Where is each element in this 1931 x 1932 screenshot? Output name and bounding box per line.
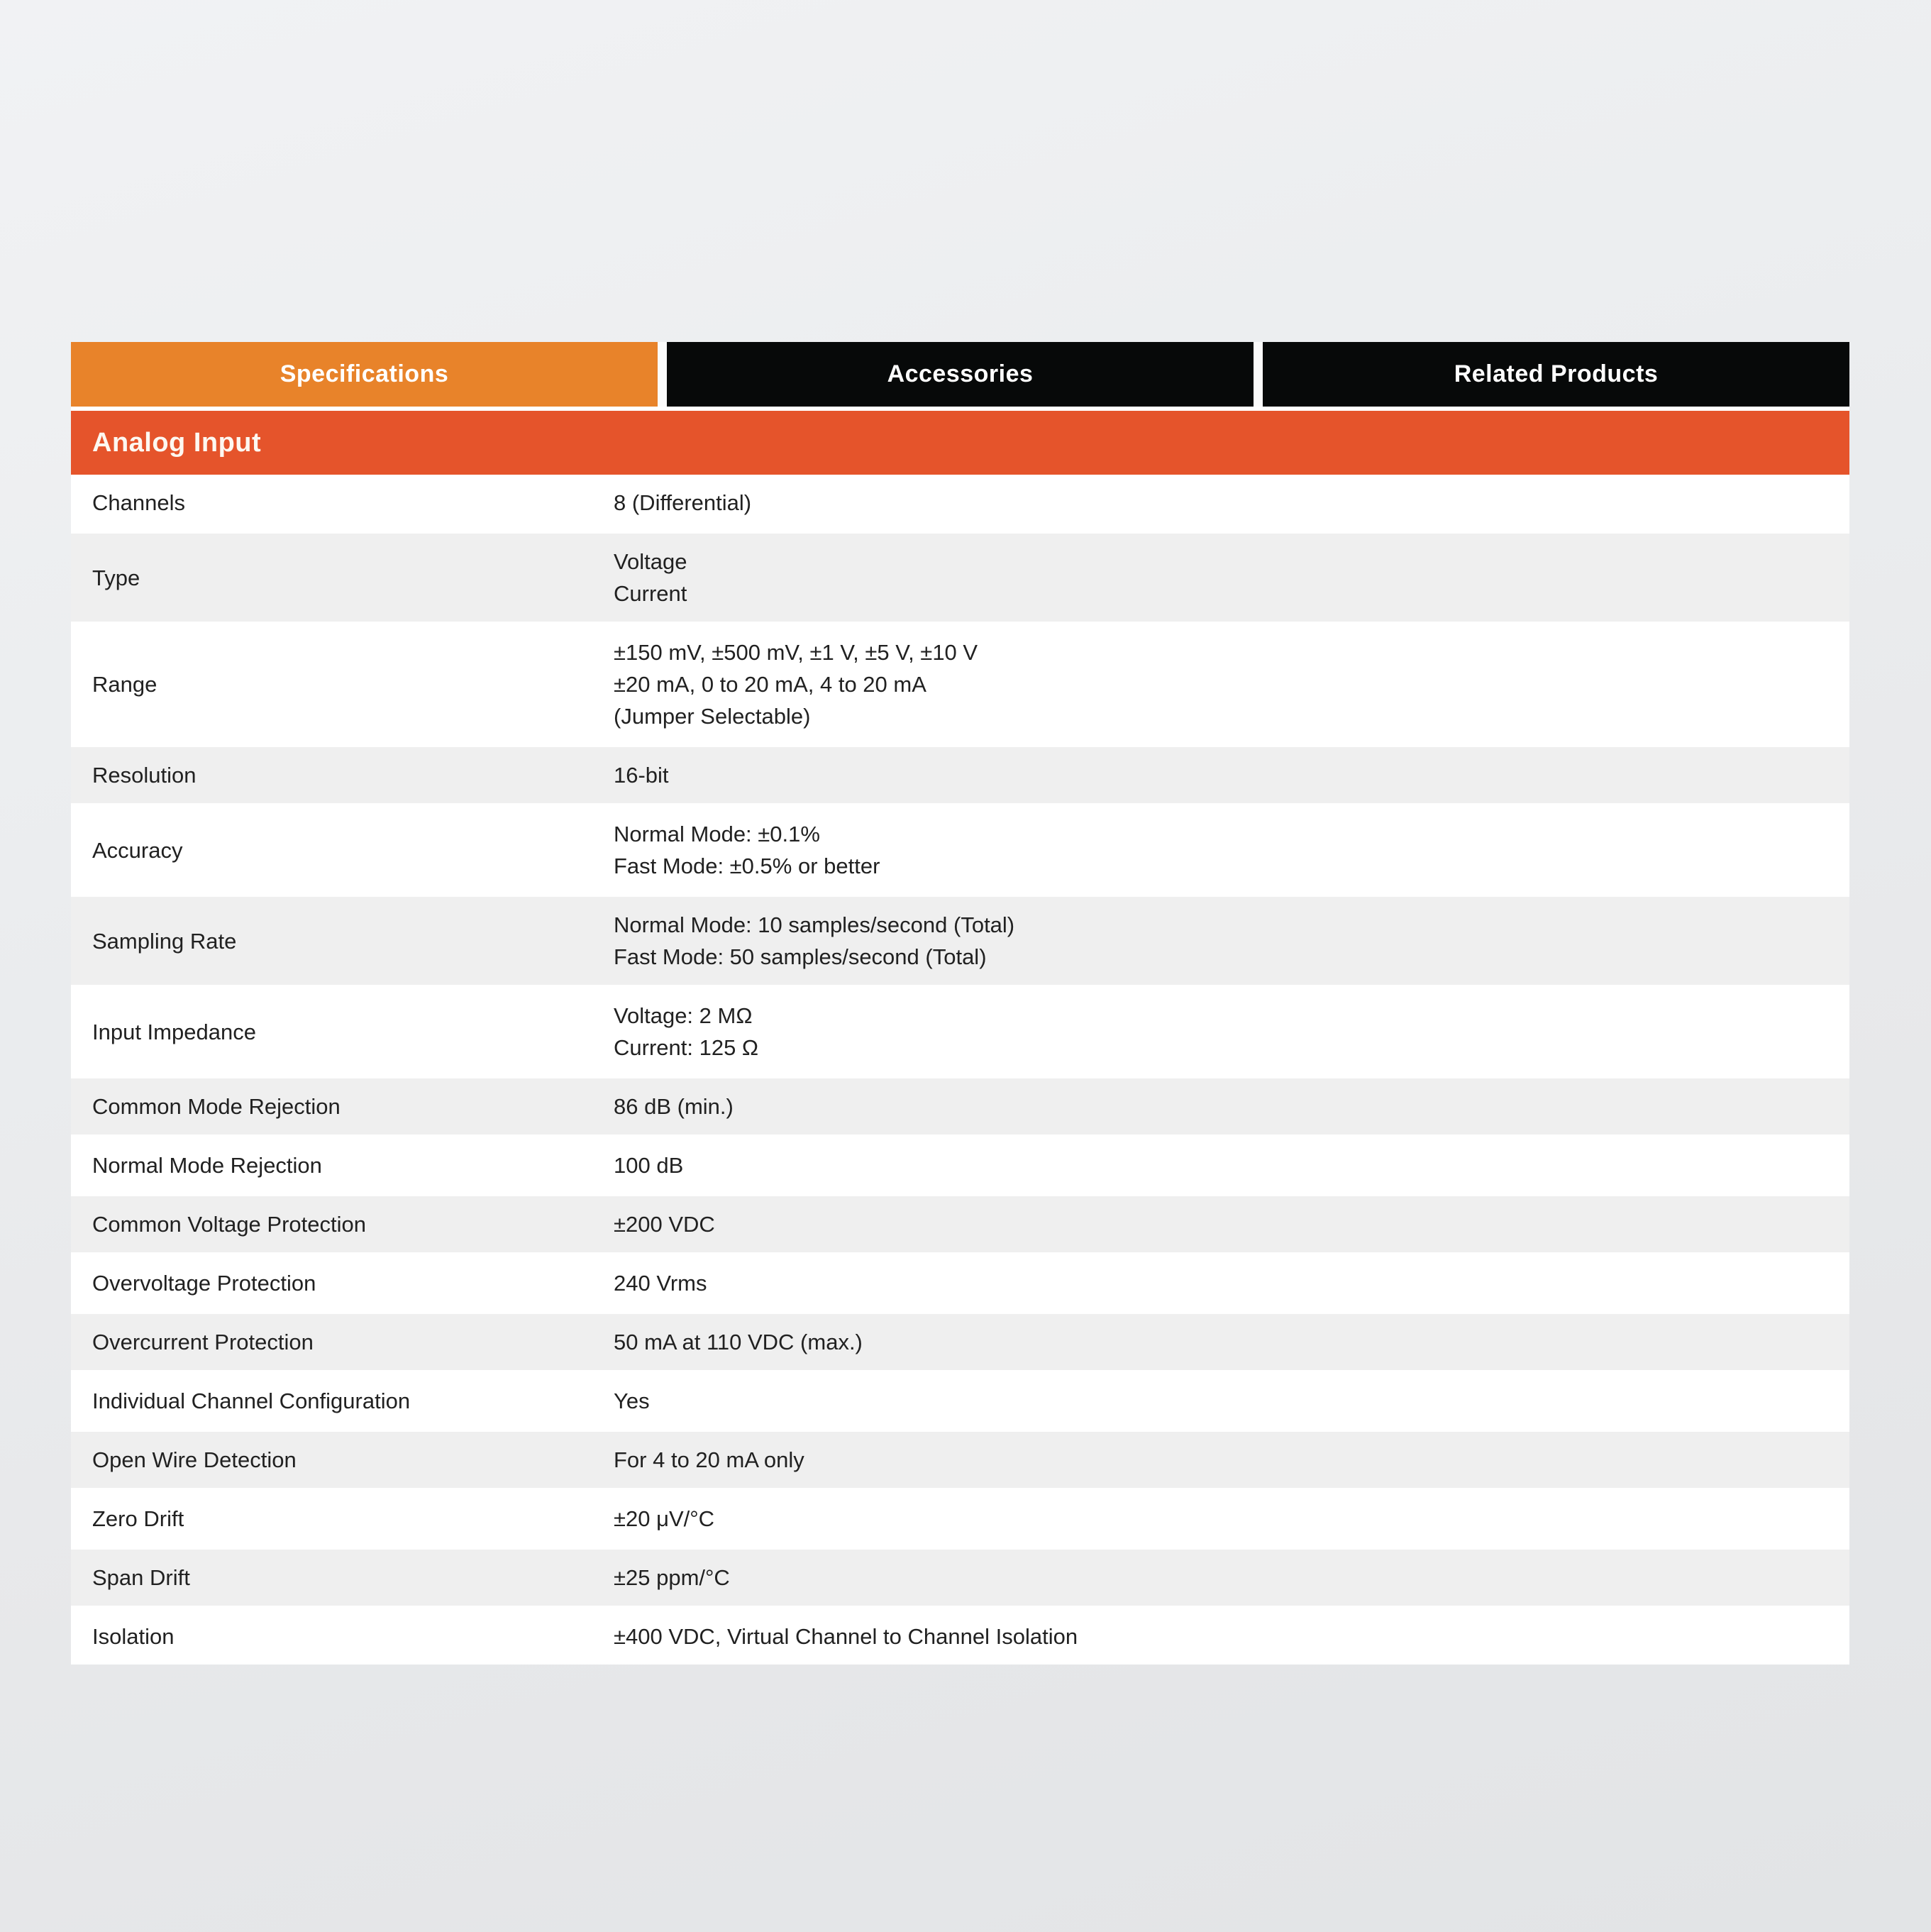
spec-value-line: Yes xyxy=(614,1389,650,1413)
spec-label: Individual Channel Configuration xyxy=(92,1389,411,1413)
spec-value-line: Fast Mode: 50 samples/second (Total) xyxy=(614,944,987,969)
spec-label: Normal Mode Rejection xyxy=(92,1153,322,1178)
spec-label: Common Mode Rejection xyxy=(92,1094,341,1119)
table-row xyxy=(71,531,1849,622)
spec-value-line: ±400 VDC, Virtual Channel to Channel Isolation xyxy=(614,1624,1078,1649)
spec-value-line: ±20 mA, 0 to 20 mA, 4 to 20 mA xyxy=(614,672,926,697)
spec-label: Type xyxy=(92,565,140,590)
spec-value-line: ±200 VDC xyxy=(614,1212,715,1237)
spec-label: Common Voltage Protection xyxy=(92,1212,366,1237)
spec-value-line: 86 dB (min.) xyxy=(614,1094,734,1119)
spec-panel xyxy=(71,342,1849,1665)
table-row xyxy=(71,1135,1849,1193)
table-row xyxy=(71,1076,1849,1135)
tab-related-products[interactable] xyxy=(1263,342,1849,407)
table-row xyxy=(71,803,1849,894)
spec-value-line: ±150 mV, ±500 mV, ±1 V, ±5 V, ±10 V xyxy=(614,640,978,665)
tab-specifications-label: Specifications xyxy=(280,360,449,387)
spec-value xyxy=(614,818,1849,882)
table-row xyxy=(71,475,1849,531)
spec-value-line: 8 (Differential) xyxy=(614,490,752,515)
spec-label: Span Drift xyxy=(92,1565,190,1590)
table-row xyxy=(71,1193,1849,1252)
table-row xyxy=(71,744,1849,803)
spec-label: Accuracy xyxy=(92,837,183,863)
spec-value xyxy=(614,1444,1849,1476)
spec-table xyxy=(71,475,1849,1665)
spec-value xyxy=(614,1326,1849,1358)
spec-value-line: 16-bit xyxy=(614,763,669,788)
spec-value-line: Current: 125 Ω xyxy=(614,1035,759,1060)
table-row xyxy=(71,985,1849,1076)
spec-value-line: Fast Mode: ±0.5% or better xyxy=(614,854,880,878)
spec-value xyxy=(614,1267,1849,1299)
spec-value-line: For 4 to 20 mA only xyxy=(614,1447,804,1472)
spec-value xyxy=(614,546,1849,609)
spec-label: Channels xyxy=(92,490,185,515)
spec-label: Resolution xyxy=(92,763,197,788)
spec-value xyxy=(614,487,1849,519)
spec-value xyxy=(614,1149,1849,1181)
table-row xyxy=(71,1429,1849,1488)
spec-value xyxy=(614,1621,1849,1652)
spec-value-line: Current xyxy=(614,581,687,606)
spec-label: Range xyxy=(92,672,157,697)
spec-label: Overvoltage Protection xyxy=(92,1271,316,1296)
tab-accessories[interactable] xyxy=(667,342,1254,407)
table-row xyxy=(71,1311,1849,1370)
spec-value-line: (Jumper Selectable) xyxy=(614,704,811,729)
spec-value xyxy=(614,1385,1849,1417)
tab-accessories-label: Accessories xyxy=(887,360,1034,387)
table-row xyxy=(71,1488,1849,1547)
tab-bar xyxy=(71,342,1849,407)
spec-label: Sampling Rate xyxy=(92,928,237,954)
table-row xyxy=(71,894,1849,985)
spec-value xyxy=(614,1091,1849,1122)
table-row xyxy=(71,1370,1849,1429)
spec-value xyxy=(614,1562,1849,1594)
spec-value-line: Normal Mode: ±0.1% xyxy=(614,822,820,846)
spec-value-line: 100 dB xyxy=(614,1153,684,1178)
spec-value xyxy=(614,1000,1849,1064)
spec-value-line: 50 mA at 110 VDC (max.) xyxy=(614,1330,863,1354)
spec-value xyxy=(614,759,1849,791)
spec-label: Open Wire Detection xyxy=(92,1447,297,1472)
spec-value-line: Voltage: 2 MΩ xyxy=(614,1003,753,1028)
table-row xyxy=(71,1252,1849,1311)
spec-label: Overcurrent Protection xyxy=(92,1330,314,1354)
spec-value-line: ±20 μV/°C xyxy=(614,1506,715,1531)
spec-label: Zero Drift xyxy=(92,1506,184,1531)
spec-value-line: ±25 ppm/°C xyxy=(614,1565,730,1590)
table-row xyxy=(71,622,1849,744)
spec-value xyxy=(614,909,1849,973)
spec-value-line: Voltage xyxy=(614,549,687,574)
tab-related-products-label: Related Products xyxy=(1454,360,1659,387)
section-header-analog-input xyxy=(71,407,1849,475)
spec-label: Isolation xyxy=(92,1624,175,1649)
section-title: Analog Input xyxy=(92,427,262,458)
spec-value xyxy=(614,1208,1849,1240)
spec-value-line: 240 Vrms xyxy=(614,1271,707,1296)
tab-specifications[interactable] xyxy=(71,342,658,407)
spec-label: Input Impedance xyxy=(92,1019,256,1044)
spec-value-line: Normal Mode: 10 samples/second (Total) xyxy=(614,912,1015,937)
table-row xyxy=(71,1606,1849,1665)
spec-value xyxy=(614,1503,1849,1535)
spec-value xyxy=(614,636,1849,732)
table-row xyxy=(71,1547,1849,1606)
